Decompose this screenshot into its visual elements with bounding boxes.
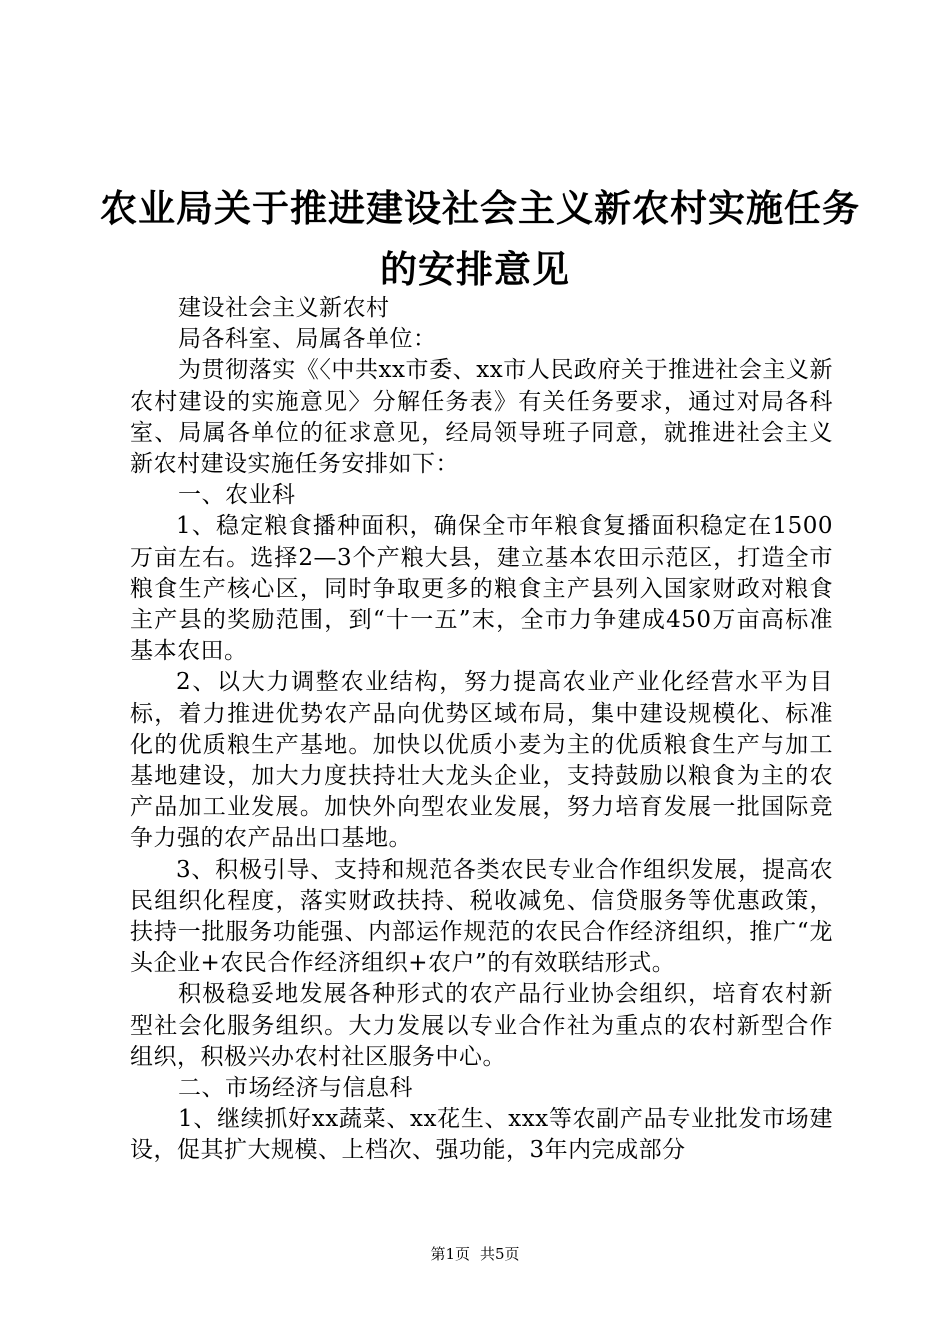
paragraph-market-item-1: 1、继续抓好xx蔬菜、xx花生、xxx等农副产品专业批发市场建设，促其扩大规模、上档次、强功能，3年内完成部分 xyxy=(130,1106,833,1164)
document-body xyxy=(130,293,833,1167)
section-heading-agriculture: 一、农业科 xyxy=(178,482,296,509)
paragraph-associations: 积极稳妥地发展各种形式的农产品行业协会组织，培育农村新型社会化服务组织。大力发展以专业合作社为重点的农村新型合作组织，积极兴办农村社区服务中心。 xyxy=(130,981,833,1070)
paragraph-item-1: 1、稳定粮食播种面积，确保全市年粮食复播面积稳定在1500万亩左右。选择2—3个产粮大县，建立基本农田示范区，打造全市粮食生产核心区，同时争取更多的粮食主产县列入国家财政对粮食主产县的奖励范围，到“十一五”末，全市力争建成450万亩高标准基本农田。 xyxy=(130,513,833,665)
page-number: 第1页 xyxy=(430,1245,470,1263)
paragraph-item-2: 2、以大力调整农业结构，努力提高农业产业化经营水平为目标，着力推进优势农产品向优势区域布局，集中建设规模化、标准化的优质粮生产基地。加快以优质小麦为主的优质粮食生产与加工基地建设，加大力度扶持壮大龙头企业，支持鼓励以粮食为主的农产品加工业发展。加快外向型农业发展，努力培育发展一批国际竞争力强的农产品出口基地。 xyxy=(130,669,833,852)
paragraph-item-3: 3、积极引导、支持和规范各类农民专业合作组织发展，提高农民组织化程度，落实财政扶持、税收减免、信贷服务等优惠政策，扶持一批服务功能强、内部运作规范的农民合作经济组织，推广“龙头企业+农民合作经济组织+农户”的有效联结形式。 xyxy=(130,856,833,977)
paragraph-subject: 建设社会主义新农村 xyxy=(178,295,390,321)
section-heading-market: 二、市场经济与信息科 xyxy=(178,1075,413,1102)
paragraph-addressee: 局各科室、局属各单位： xyxy=(178,326,437,353)
paragraph-intro: 为贯彻落实《〈中共xx市委、xx市人民政府关于推进社会主义新农村建设的实施意见〉分解任务表》有关任务要求，通过对局各科室、局属各单位的征求意见，经局领导班子同意，就推进社会主义新农村建设实施任务安排如下： xyxy=(130,357,833,478)
page-total: 共5页 xyxy=(480,1245,520,1263)
document-title-line-2: 的安排意见 xyxy=(380,247,570,291)
document-title-line-1: 农业局关于推进建设社会主义新农村实施任务 xyxy=(100,186,860,230)
page-footer xyxy=(0,1245,950,1263)
